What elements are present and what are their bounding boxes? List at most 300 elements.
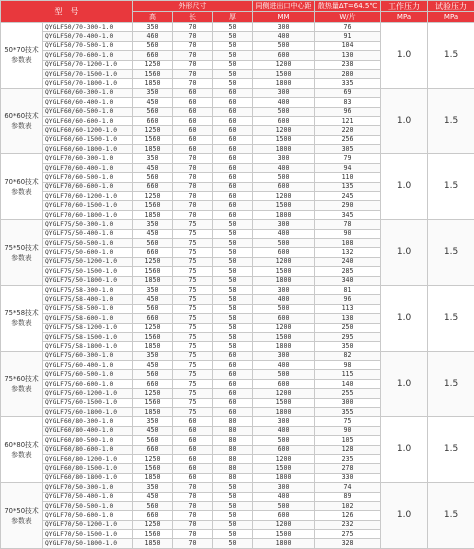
thickness-cell: 50: [213, 530, 253, 539]
heat-cell: 238: [315, 60, 381, 69]
height-cell: 450: [133, 426, 173, 435]
heat-cell: 90: [315, 229, 381, 238]
model-cell: QYGLF70/60-1500-1.0: [43, 201, 133, 210]
height-cell: 1250: [133, 192, 173, 201]
heat-cell: 79: [315, 154, 381, 163]
distance-cell: 500: [253, 173, 315, 182]
height-cell: 1560: [133, 398, 173, 407]
model-cell: QYGLF60/60-300-1.0: [43, 88, 133, 97]
thickness-cell: 60: [213, 145, 253, 154]
length-cell: 75: [173, 342, 213, 351]
model-cell: QYGLF60/80-300-1.0: [43, 417, 133, 426]
thickness-cell: 60: [213, 201, 253, 210]
heat-cell: 285: [315, 267, 381, 276]
table-body: [1, 23, 474, 549]
length-cell: 75: [173, 229, 213, 238]
model-cell: QYGLF75/60-300-1.0: [43, 351, 133, 360]
heat-cell: 104: [315, 41, 381, 50]
model-cell: QYGLF75/58-1200-1.0: [43, 323, 133, 332]
distance-cell: 500: [253, 501, 315, 510]
thickness-cell: 50: [213, 69, 253, 78]
model-cell: QYGLF60/80-1800-1.0: [43, 473, 133, 482]
thickness-cell: 58: [213, 323, 253, 332]
distance-cell: 600: [253, 511, 315, 520]
height-cell: 560: [133, 41, 173, 50]
distance-cell: 1500: [253, 530, 315, 539]
height-header: 高: [133, 12, 173, 23]
group-label: 75*58技术参数表: [1, 285, 43, 351]
distance-cell: 1800: [253, 145, 315, 154]
thickness-cell: 58: [213, 295, 253, 304]
model-cell: QYGLF60/60-400-1.0: [43, 98, 133, 107]
distance-header: 同侧进出口中心距: [253, 1, 315, 12]
thickness-cell: 50: [213, 51, 253, 60]
height-cell: 660: [133, 116, 173, 125]
length-cell: 75: [173, 408, 213, 417]
height-cell: 1250: [133, 323, 173, 332]
thickness-cell: 80: [213, 445, 253, 454]
thickness-cell: 50: [213, 32, 253, 41]
heat-cell: 135: [315, 182, 381, 191]
distance-cell: 1500: [253, 332, 315, 341]
model-cell: QYGLF75/60-1800-1.0: [43, 408, 133, 417]
heat-cell: 75: [315, 417, 381, 426]
thickness-cell: 80: [213, 426, 253, 435]
model-cell: QYGLF70/50-1800-1.0: [43, 539, 133, 548]
length-cell: 70: [173, 163, 213, 172]
heat-cell: 102: [315, 501, 381, 510]
heat-cell: 335: [315, 79, 381, 88]
length-cell: 60: [173, 88, 213, 97]
thickness-cell: 60: [213, 182, 253, 191]
height-cell: 1560: [133, 135, 173, 144]
distance-cell: 300: [253, 483, 315, 492]
height-cell: 1560: [133, 332, 173, 341]
length-cell: 70: [173, 51, 213, 60]
model-cell: QYGLF70/60-500-1.0: [43, 173, 133, 182]
heat-cell: 220: [315, 126, 381, 135]
length-cell: 60: [173, 107, 213, 116]
distance-cell: 1500: [253, 201, 315, 210]
thickness-cell: 50: [213, 257, 253, 266]
length-cell: 75: [173, 238, 213, 247]
height-cell: 1560: [133, 201, 173, 210]
model-cell: QYGLF75/58-600-1.0: [43, 314, 133, 323]
test-pressure-value: 1.5: [428, 351, 474, 417]
heat-cell: 128: [315, 445, 381, 454]
heat-cell: 290: [315, 201, 381, 210]
model-cell: QYGLF60/80-400-1.0: [43, 426, 133, 435]
thickness-cell: 50: [213, 520, 253, 529]
thickness-cell: 50: [213, 229, 253, 238]
heat-cell: 278: [315, 464, 381, 473]
length-cell: 70: [173, 201, 213, 210]
distance-cell: 1500: [253, 464, 315, 473]
group-label: 75*50技术参数表: [1, 220, 43, 286]
length-cell: 75: [173, 267, 213, 276]
model-cell: QYGLF75/60-400-1.0: [43, 361, 133, 370]
height-cell: 350: [133, 285, 173, 294]
length-cell: 75: [173, 314, 213, 323]
height-cell: 1250: [133, 454, 173, 463]
thickness-cell: 58: [213, 304, 253, 313]
heat-cell: 89: [315, 492, 381, 501]
height-cell: 560: [133, 436, 173, 445]
length-cell: 60: [173, 116, 213, 125]
length-cell: 60: [173, 445, 213, 454]
height-cell: 660: [133, 379, 173, 388]
model-cell: QYGLF75/58-300-1.0: [43, 285, 133, 294]
length-cell: 60: [173, 145, 213, 154]
model-cell: QYGLF70/60-400-1.0: [43, 163, 133, 172]
model-cell: QYGLF60/80-600-1.0: [43, 445, 133, 454]
height-cell: 560: [133, 173, 173, 182]
distance-cell: 1800: [253, 539, 315, 548]
thickness-cell: 60: [213, 173, 253, 182]
work-pressure-value: 1.0: [381, 351, 428, 417]
thickness-cell: 50: [213, 539, 253, 548]
thickness-header: 厚: [213, 12, 253, 23]
length-cell: 60: [173, 436, 213, 445]
model-cell: QYGLF75/58-1800-1.0: [43, 342, 133, 351]
heat-cell: 280: [315, 69, 381, 78]
distance-cell: 400: [253, 426, 315, 435]
heat-cell: 295: [315, 332, 381, 341]
model-cell: QYGLF75/50-400-1.0: [43, 229, 133, 238]
length-cell: 75: [173, 285, 213, 294]
thickness-cell: 60: [213, 126, 253, 135]
length-cell: 75: [173, 379, 213, 388]
heat-cell: 96: [315, 295, 381, 304]
height-cell: 560: [133, 107, 173, 116]
length-cell: 75: [173, 220, 213, 229]
height-cell: 1850: [133, 145, 173, 154]
thickness-cell: 80: [213, 436, 253, 445]
height-cell: 1850: [133, 473, 173, 482]
distance-cell: 300: [253, 351, 315, 360]
length-cell: 70: [173, 492, 213, 501]
table-row: [1, 220, 474, 229]
distance-cell: 600: [253, 182, 315, 191]
length-cell: 75: [173, 361, 213, 370]
distance-cell: 1500: [253, 69, 315, 78]
length-cell: 75: [173, 248, 213, 257]
model-cell: QYGLF50/70-1800-1.0: [43, 79, 133, 88]
thickness-cell: 50: [213, 276, 253, 285]
distance-cell: 400: [253, 295, 315, 304]
distance-cell: 300: [253, 154, 315, 163]
heat-cell: 138: [315, 314, 381, 323]
height-cell: 560: [133, 370, 173, 379]
length-cell: 60: [173, 454, 213, 463]
table-header: [1, 1, 474, 23]
model-cell: QYGLF75/60-600-1.0: [43, 379, 133, 388]
distance-cell: 1200: [253, 520, 315, 529]
model-cell: QYGLF60/60-1500-1.0: [43, 135, 133, 144]
model-cell: QYGLF75/50-500-1.0: [43, 238, 133, 247]
length-cell: 60: [173, 464, 213, 473]
model-cell: QYGLF70/60-1200-1.0: [43, 192, 133, 201]
heat-cell: 74: [315, 483, 381, 492]
work-pressure-value: 1.0: [381, 417, 428, 483]
thickness-cell: 50: [213, 238, 253, 247]
length-cell: 75: [173, 276, 213, 285]
heat-cell: 110: [315, 173, 381, 182]
distance-cell: 300: [253, 285, 315, 294]
heat-cell: 235: [315, 454, 381, 463]
height-cell: 660: [133, 314, 173, 323]
distance-cell: 500: [253, 107, 315, 116]
length-cell: 70: [173, 483, 213, 492]
thickness-cell: 60: [213, 210, 253, 219]
thickness-cell: 50: [213, 492, 253, 501]
length-cell: 70: [173, 79, 213, 88]
thickness-cell: 50: [213, 267, 253, 276]
height-cell: 1850: [133, 408, 173, 417]
length-header: 长: [173, 12, 213, 23]
work-pressure-value: 1.0: [381, 88, 428, 154]
distance-cell: 400: [253, 32, 315, 41]
heat-cell: 275: [315, 530, 381, 539]
length-cell: 70: [173, 530, 213, 539]
length-cell: 75: [173, 389, 213, 398]
test-pressure-value: 1.5: [428, 154, 474, 220]
work-pressure-value: 1.0: [381, 220, 428, 286]
heat-cell: 250: [315, 323, 381, 332]
distance-cell: 1200: [253, 192, 315, 201]
heat-cell: 130: [315, 51, 381, 60]
height-cell: 450: [133, 295, 173, 304]
heat-unit: W/片: [315, 12, 381, 23]
length-cell: 60: [173, 98, 213, 107]
heat-cell: 81: [315, 285, 381, 294]
model-cell: QYGLF75/50-1200-1.0: [43, 257, 133, 266]
model-cell: QYGLF75/50-1800-1.0: [43, 276, 133, 285]
height-cell: 350: [133, 88, 173, 97]
heat-cell: 132: [315, 248, 381, 257]
work-pressure-unit: MPa: [381, 12, 428, 23]
work-pressure-header: 工作压力: [381, 1, 428, 12]
model-cell: QYGLF75/60-500-1.0: [43, 370, 133, 379]
model-cell: QYGLF60/80-500-1.0: [43, 436, 133, 445]
heat-cell: 355: [315, 408, 381, 417]
heat-cell: 90: [315, 426, 381, 435]
height-cell: 660: [133, 445, 173, 454]
thickness-cell: 60: [213, 370, 253, 379]
distance-cell: 600: [253, 379, 315, 388]
height-cell: 660: [133, 182, 173, 191]
model-cell: QYGLF60/60-500-1.0: [43, 107, 133, 116]
model-cell: QYGLF60/60-1200-1.0: [43, 126, 133, 135]
distance-cell: 400: [253, 163, 315, 172]
distance-unit: MM: [253, 12, 315, 23]
distance-cell: 600: [253, 445, 315, 454]
thickness-cell: 50: [213, 483, 253, 492]
height-cell: 660: [133, 51, 173, 60]
height-cell: 560: [133, 304, 173, 313]
model-header: 型 号: [1, 1, 133, 23]
test-pressure-value: 1.5: [428, 285, 474, 351]
heat-cell: 83: [315, 98, 381, 107]
length-cell: 60: [173, 473, 213, 482]
length-cell: 75: [173, 332, 213, 341]
height-cell: 350: [133, 23, 173, 32]
heat-cell: 140: [315, 379, 381, 388]
heat-cell: 105: [315, 436, 381, 445]
height-cell: 1560: [133, 267, 173, 276]
heat-cell: 96: [315, 107, 381, 116]
model-cell: QYGLF60/60-600-1.0: [43, 116, 133, 125]
heat-cell: 82: [315, 351, 381, 360]
model-cell: QYGLF70/50-1200-1.0: [43, 520, 133, 529]
distance-cell: 1800: [253, 473, 315, 482]
length-cell: 70: [173, 520, 213, 529]
model-cell: QYGLF50/70-300-1.0: [43, 23, 133, 32]
heat-cell: 340: [315, 276, 381, 285]
work-pressure-value: 1.0: [381, 23, 428, 89]
thickness-cell: 60: [213, 107, 253, 116]
length-cell: 75: [173, 257, 213, 266]
length-cell: 75: [173, 323, 213, 332]
height-cell: 450: [133, 229, 173, 238]
group-label: 50*70技术参数表: [1, 23, 43, 89]
height-cell: 1250: [133, 520, 173, 529]
model-cell: QYGLF75/60-1200-1.0: [43, 389, 133, 398]
distance-cell: 1200: [253, 257, 315, 266]
thickness-cell: 50: [213, 220, 253, 229]
distance-cell: 1200: [253, 126, 315, 135]
thickness-cell: 58: [213, 314, 253, 323]
heat-cell: 256: [315, 135, 381, 144]
height-cell: 450: [133, 361, 173, 370]
table-row: [1, 417, 474, 426]
distance-cell: 600: [253, 116, 315, 125]
dims-header: 外形尺寸: [133, 1, 253, 12]
height-cell: 1250: [133, 60, 173, 69]
height-cell: 1850: [133, 79, 173, 88]
distance-cell: 500: [253, 370, 315, 379]
distance-cell: 1200: [253, 389, 315, 398]
height-cell: 1250: [133, 126, 173, 135]
thickness-cell: 60: [213, 408, 253, 417]
height-cell: 350: [133, 351, 173, 360]
height-cell: 460: [133, 32, 173, 41]
length-cell: 60: [173, 135, 213, 144]
distance-cell: 1200: [253, 323, 315, 332]
heat-cell: 94: [315, 163, 381, 172]
table-row: [1, 285, 474, 294]
thickness-cell: 58: [213, 285, 253, 294]
thickness-cell: 60: [213, 88, 253, 97]
length-cell: 70: [173, 32, 213, 41]
length-cell: 70: [173, 60, 213, 69]
thickness-cell: 60: [213, 163, 253, 172]
thickness-cell: 60: [213, 98, 253, 107]
heat-cell: 126: [315, 511, 381, 520]
distance-cell: 1200: [253, 454, 315, 463]
height-cell: 560: [133, 238, 173, 247]
model-cell: QYGLF50/70-1200-1.0: [43, 60, 133, 69]
distance-cell: 1500: [253, 267, 315, 276]
model-cell: QYGLF60/80-1200-1.0: [43, 454, 133, 463]
distance-cell: 600: [253, 248, 315, 257]
distance-cell: 500: [253, 238, 315, 247]
table-row: [1, 351, 474, 360]
distance-cell: 300: [253, 88, 315, 97]
heat-cell: 91: [315, 32, 381, 41]
table-row: [1, 154, 474, 163]
model-cell: QYGLF70/60-600-1.0: [43, 182, 133, 191]
height-cell: 660: [133, 248, 173, 257]
length-cell: 60: [173, 426, 213, 435]
heat-cell: 240: [315, 257, 381, 266]
thickness-cell: 50: [213, 60, 253, 69]
length-cell: 70: [173, 539, 213, 548]
heat-cell: 113: [315, 304, 381, 313]
heat-cell: 78: [315, 220, 381, 229]
heat-cell: 305: [315, 145, 381, 154]
length-cell: 70: [173, 192, 213, 201]
thickness-cell: 50: [213, 501, 253, 510]
distance-cell: 300: [253, 23, 315, 32]
thickness-cell: 50: [213, 41, 253, 50]
height-cell: 1850: [133, 342, 173, 351]
height-cell: 1250: [133, 257, 173, 266]
distance-cell: 600: [253, 51, 315, 60]
distance-cell: 1200: [253, 60, 315, 69]
length-cell: 70: [173, 69, 213, 78]
length-cell: 70: [173, 182, 213, 191]
thickness-cell: 60: [213, 361, 253, 370]
group-label: 60*60技术参数表: [1, 88, 43, 154]
test-pressure-value: 1.5: [428, 417, 474, 483]
model-cell: QYGLF60/80-1500-1.0: [43, 464, 133, 473]
work-pressure-value: 1.0: [381, 483, 428, 549]
thickness-cell: 60: [213, 379, 253, 388]
height-cell: 1850: [133, 539, 173, 548]
distance-cell: 500: [253, 41, 315, 50]
distance-cell: 300: [253, 220, 315, 229]
thickness-cell: 60: [213, 154, 253, 163]
test-pressure-value: 1.5: [428, 88, 474, 154]
distance-cell: 1800: [253, 210, 315, 219]
thickness-cell: 50: [213, 79, 253, 88]
distance-cell: 300: [253, 417, 315, 426]
group-label: 70*50技术参数表: [1, 483, 43, 549]
thickness-cell: 50: [213, 511, 253, 520]
model-cell: QYGLF70/60-1800-1.0: [43, 210, 133, 219]
work-pressure-value: 1.0: [381, 285, 428, 351]
group-label: 70*60技术参数表: [1, 154, 43, 220]
distance-cell: 400: [253, 229, 315, 238]
thickness-cell: 80: [213, 417, 253, 426]
height-cell: 1850: [133, 276, 173, 285]
height-cell: 1560: [133, 530, 173, 539]
heat-cell: 98: [315, 361, 381, 370]
height-cell: 450: [133, 163, 173, 172]
model-cell: QYGLF75/50-300-1.0: [43, 220, 133, 229]
length-cell: 75: [173, 304, 213, 313]
model-cell: QYGLF50/70-500-1.0: [43, 41, 133, 50]
heat-cell: 350: [315, 342, 381, 351]
heat-cell: 300: [315, 398, 381, 407]
model-cell: QYGLF75/58-500-1.0: [43, 304, 133, 313]
table-row: [1, 88, 474, 97]
length-cell: 60: [173, 417, 213, 426]
height-cell: 450: [133, 98, 173, 107]
thickness-cell: 58: [213, 342, 253, 351]
model-cell: QYGLF60/60-1800-1.0: [43, 145, 133, 154]
